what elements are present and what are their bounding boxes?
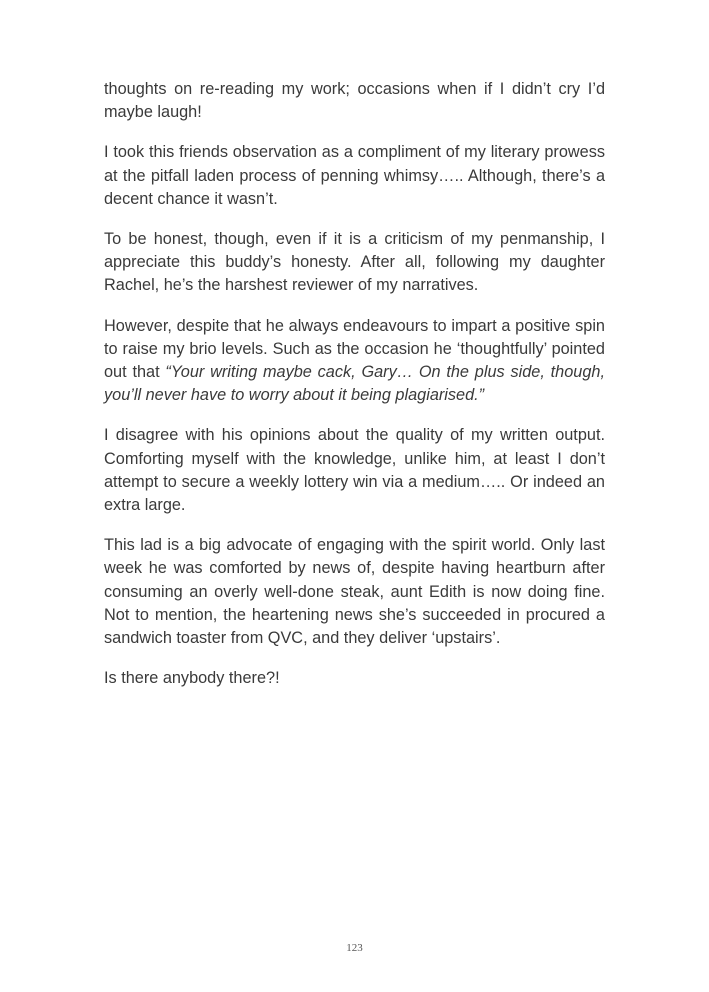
paragraph-4 <box>104 315 605 408</box>
paragraph-1: thoughts on re-reading my work; occasions when if I didn’t cry I’d maybe laugh! <box>104 80 605 122</box>
paragraph-2: I took this friends observation as a compliment of my literary prowess at the pitfall laden process of penning whimsy….. Although, there’s a decent chance it wasn’t. <box>104 143 605 208</box>
page-number: 123 <box>346 942 363 954</box>
paragraph-4-lead: However, despite that he always endeavours to impart a positive spin to raise my brio levels. Such as the occasion he ‘thoughtfully’ pointed out that <box>104 316 605 382</box>
paragraph-5: I disagree with his opinions about the quality of my written output. Comforting myself with the knowledge, unlike him, at least I don’t attempt to secure a weekly lottery win via a medium….. Or indeed an extra large. <box>104 426 605 515</box>
paragraph-4-quote: “Your writing maybe cack, Gary… On the plus side, though, you’ll never have to worry about it being plagiarised.” <box>104 363 605 405</box>
paragraph-3: To be honest, though, even if it is a criticism of my penmanship, I appreciate this buddy’s honesty. After all, following my daughter Rachel, he’s the harshest reviewer of my narratives. <box>104 230 605 295</box>
body-text <box>104 78 605 707</box>
paragraph-6: This lad is a big advocate of engaging with the spirit world. Only last week he was comforted by news of, despite having heartburn after consuming an overly well-done steak, aunt Edith is now doing fine. Not to mention, the heartening news she’s succeeded in procured a sandwich toaster from QVC, and they deliver ‘upstairs’. <box>104 536 605 648</box>
paragraph-7: Is there anybody there?! <box>104 669 280 688</box>
